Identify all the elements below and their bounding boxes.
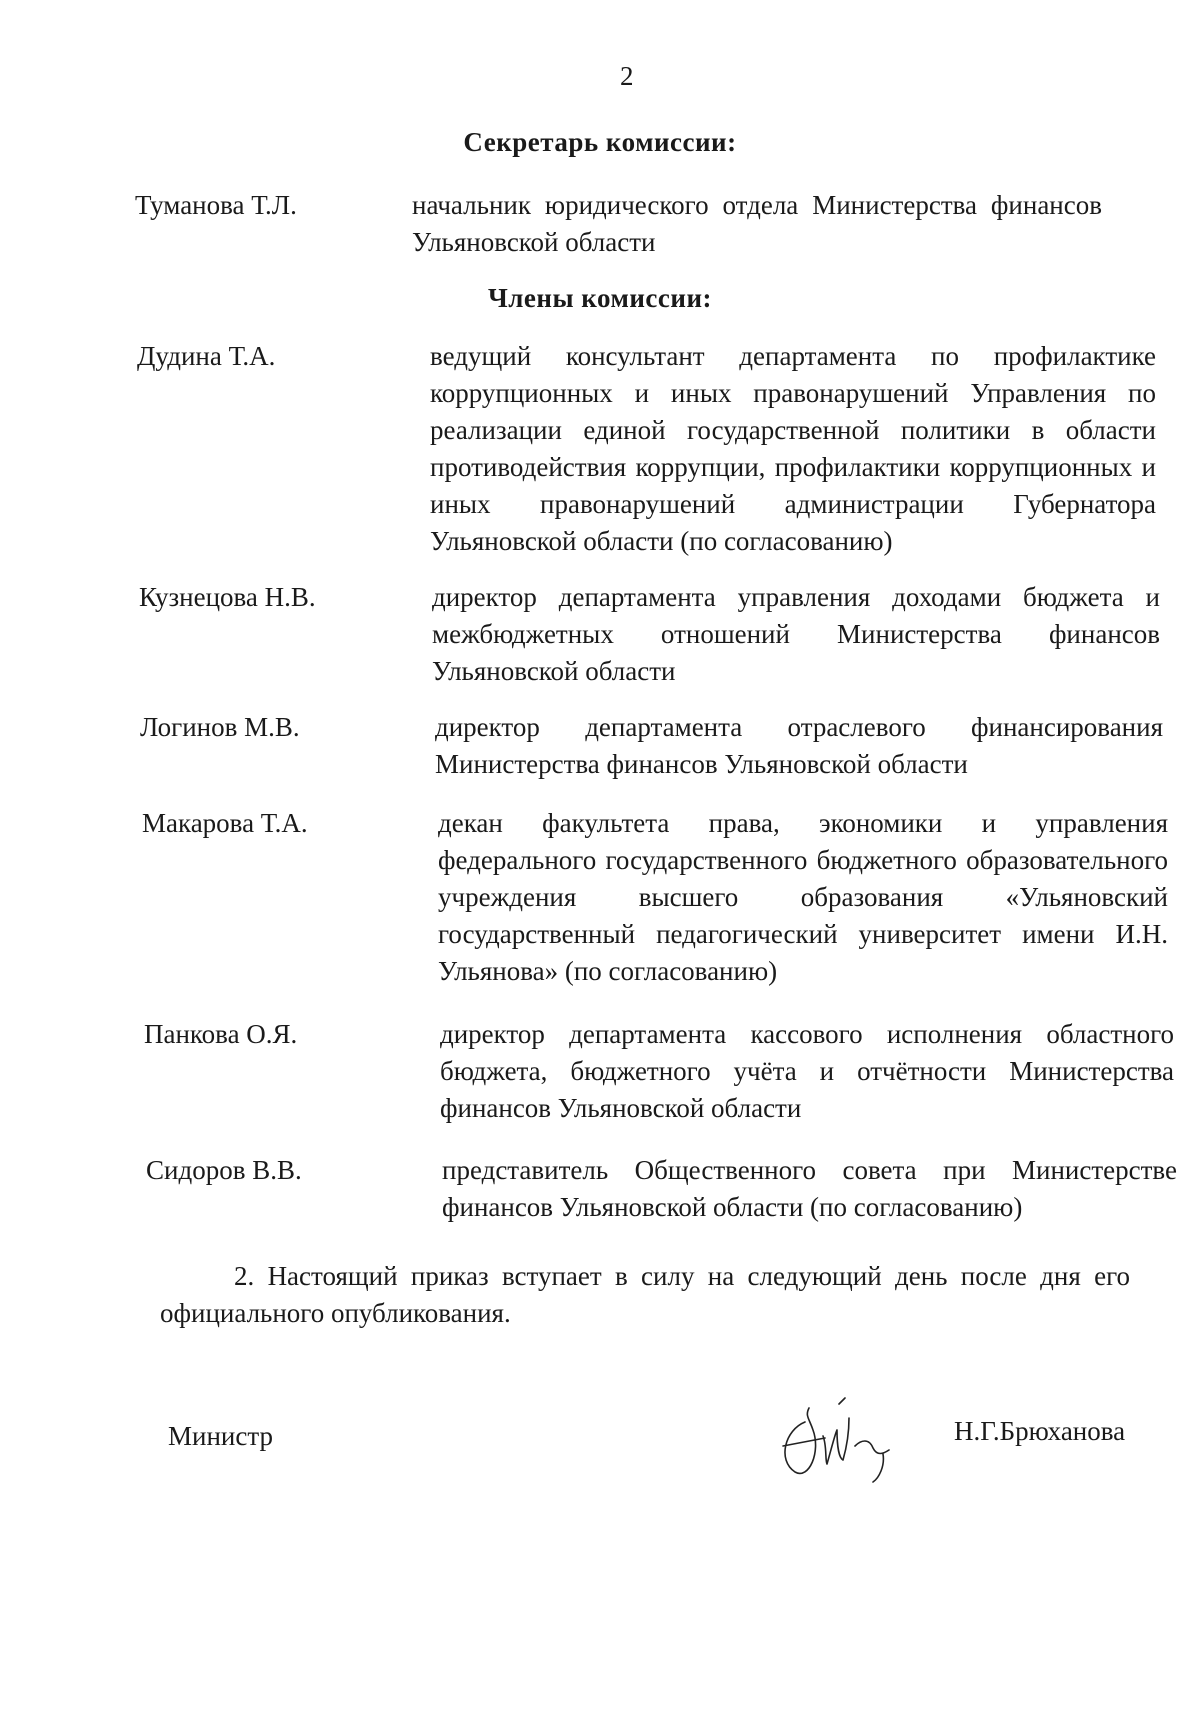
secretary-role: начальник юридического отдела Министерства финансов Ульяновской области	[412, 190, 1102, 257]
member-role: представитель Общественного совета при Министерстве финансов Ульяновской области (по согласованию)	[442, 1155, 1177, 1222]
signatory-name: Н.Г.Брюханова	[954, 1416, 1126, 1446]
members-heading: Члены комиссии:	[487, 283, 713, 313]
member-role: директор департамента отраслевого финансирования Министерства финансов Ульяновской области	[435, 712, 1163, 779]
page-number: 2	[620, 61, 634, 91]
member-role: декан факультета права, экономики и управления федерального государственного бюджетного образовательного учреждения высшего образования «Ульяновский государственный педагогический университет имени И.Н. Ульянова» (по согласованию)	[438, 808, 1168, 986]
member-name: Логинов М.В.	[140, 712, 300, 742]
member-name: Дудина Т.А.	[137, 341, 276, 371]
member-role: директор департамента кассового исполнения областного бюджета, бюджетного учёта и отчётности Министерства финансов Ульяновской области	[440, 1019, 1174, 1123]
member-role: директор департамента управления доходами бюджета и межбюджетных отношений Министерства финансов Ульяновской области	[432, 582, 1160, 686]
member-name: Панкова О.Я.	[144, 1019, 298, 1049]
clause-2-paragraph: 2. Настоящий приказ вступает в силу на следующий день после дня его официального опубликования.	[160, 1261, 1130, 1328]
member-name: Макарова Т.А.	[142, 808, 308, 838]
member-name: Сидоров В.В.	[146, 1155, 302, 1185]
signature-icon	[765, 1390, 895, 1490]
member-name: Кузнецова Н.В.	[139, 582, 316, 612]
secretary-heading: Секретарь комиссии:	[463, 127, 737, 157]
member-role: ведущий консультант департамента по профилактике коррупционных и иных правонарушений Управления по реализации единой государственной политики в области противодействия коррупции, профилактики коррупционных и иных правонарушений администрации Губернатора Ульяновской области (по согласованию)	[430, 341, 1156, 556]
signatory-title: Министр	[168, 1421, 273, 1451]
secretary-name: Туманова Т.Л.	[135, 190, 297, 220]
